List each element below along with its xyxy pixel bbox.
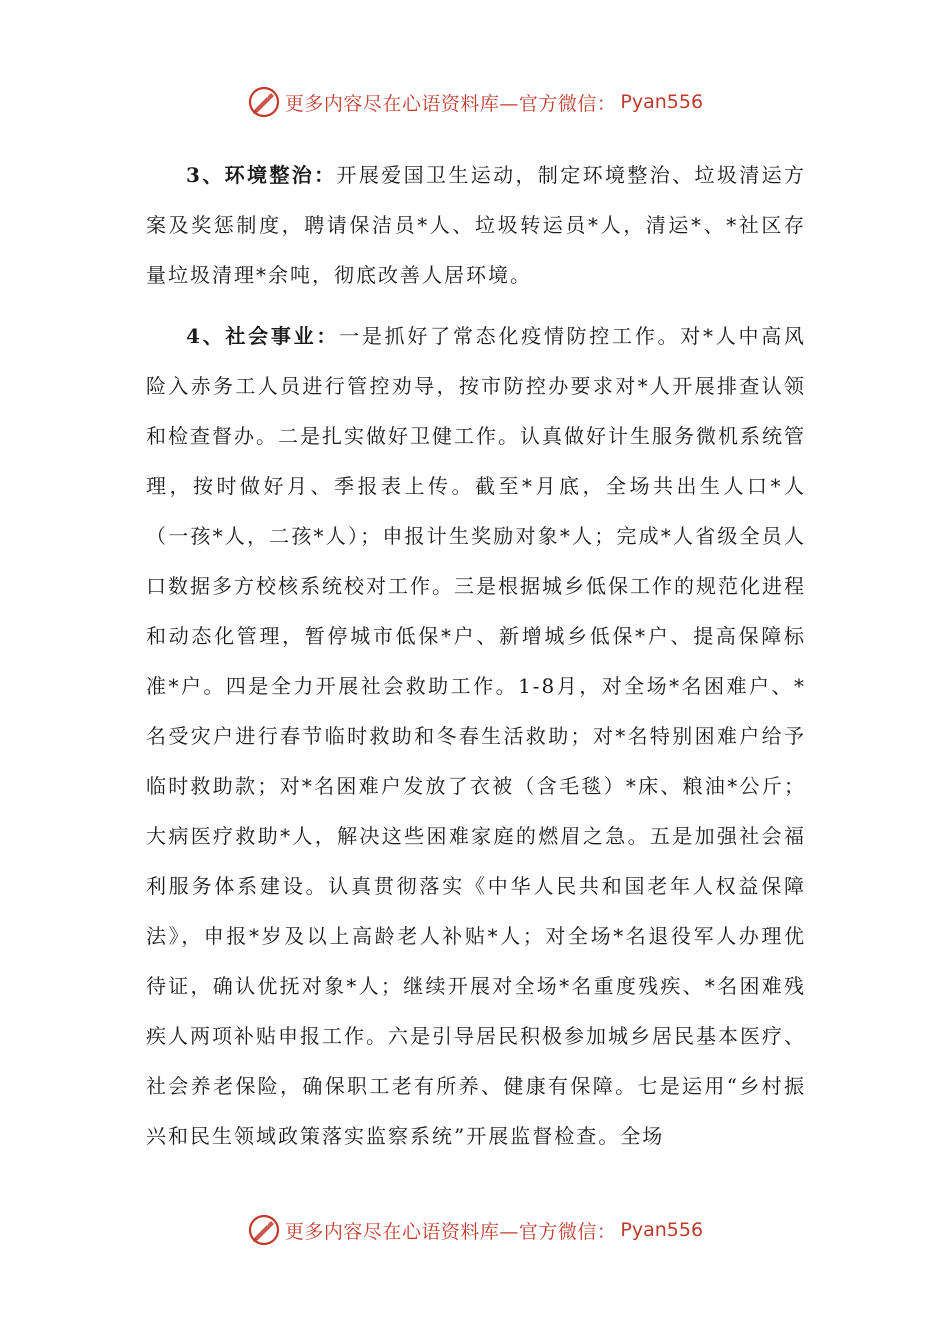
header-watermark: [0, 82, 950, 122]
document-body: [146, 150, 806, 1161]
paragraph-heading: 3、环境整治：: [186, 163, 337, 187]
pen-logo-icon: [247, 1213, 281, 1247]
paragraph-text: 开展爱国卫生运动，制定环境整治、垃圾清运方案及奖惩制度，聘请保洁员*人、垃圾转运员*人，清运*、*社区存量垃圾清理*余吨，彻底改善人居环境。: [146, 163, 806, 287]
paragraph-social-affairs: [146, 311, 806, 1161]
watermark-wechat-id: Pyan556: [620, 1219, 704, 1241]
paragraph-heading: 4、社会事业：: [186, 324, 340, 348]
watermark-wechat-id: Pyan556: [620, 91, 704, 113]
paragraph-environment: [146, 150, 806, 300]
paragraph-text: 一是抓好了常态化疫情防控工作。对*人中高风险入赤务工人员进行管控劝导，按市防控办要求对*人开展排查认领和检查督办。二是扎实做好卫健工作。认真做好计生服务微机系统管理，按时做好月、季报表上传。截至*月底，全场共出生人口*人（一孩*人，二孩*人）；申报计生奖励对象*人；完成*人省级全员人口数据多方校核系统校对工作。三是根据城乡低保工作的规范化进程和动态化管理，暂停城市低保*户、新增城乡低保*户、提高保障标准*户。四是全力开展社会救助工作。1-8月，对全场*名困难户、*名受灾户进行春节临时救助和冬春生活救助；对*名特别困难户给予临时救助款；对*名困难户发放了衣被（含毛毯）*床、粮油*公斤；大病医疗救助*人，解决这些困难家庭的燃眉之急。五是加强社会福利服务体系建设。认真贯彻落实《中华人民共和国老年人权益保障法》，申报*岁及以上高龄老人补贴*人；对全场*名退役军人办理优待证，确认优抚对象*人；继续开展对全场*名重度残疾、*名困难残疾人两项补贴申报工作。六是引导居民积极参加城乡居民基本医疗、社会养老保险，确保职工老有所养、健康有保障。七是运用“乡村振兴和民生领域政策落实监察系统”开展监督检查。全场: [146, 324, 806, 1148]
watermark-text: 更多内容尽在心语资料库—官方微信：: [284, 1220, 617, 1243]
pen-logo-icon: [247, 85, 281, 119]
footer-watermark: [0, 1210, 950, 1250]
watermark-text: 更多内容尽在心语资料库—官方微信：: [284, 92, 617, 115]
